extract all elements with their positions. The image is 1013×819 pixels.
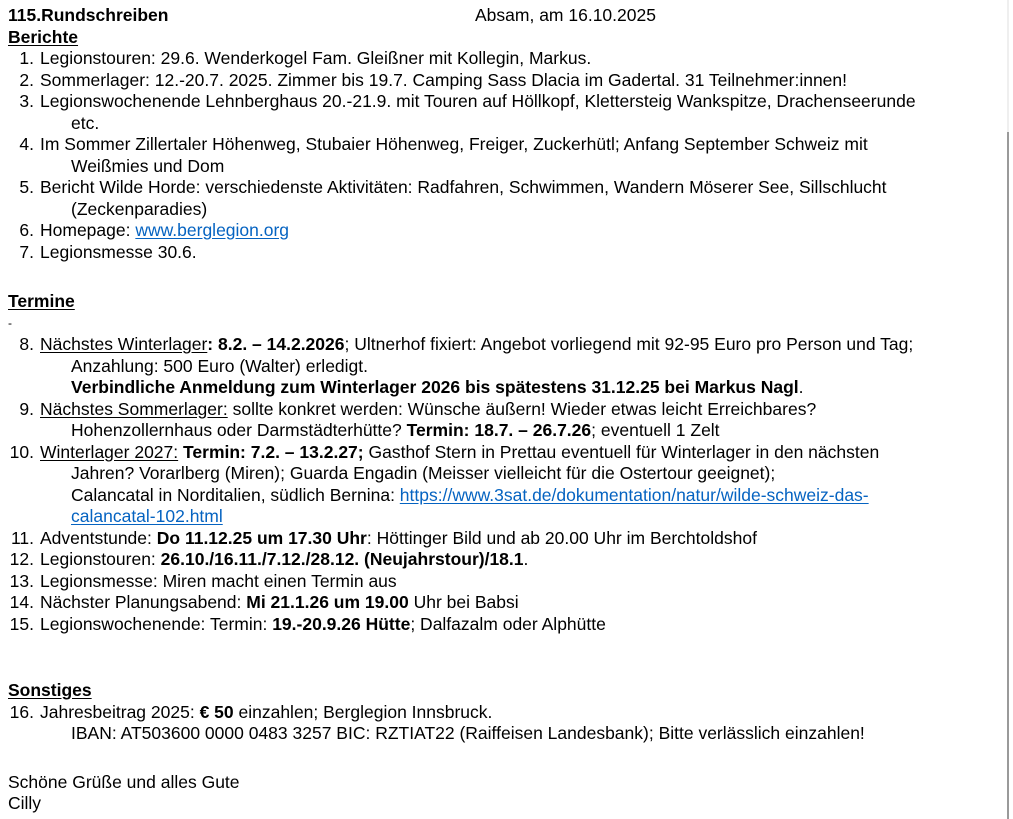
item-line [40,242,1013,264]
item-line [40,528,1013,550]
text-run: : 8.2. – 14.2.2026 [207,334,345,354]
item-content [40,702,1013,745]
item-line [40,91,1013,113]
item-content [40,592,1013,614]
text-run: Legionsmesse 30.6. [40,241,197,262]
text-run: Jahren? Vorarlberg (Miren); Guarda Engadin (Meisser vielleicht für die Ostertour geeignet); [71,463,776,483]
item-content [40,528,1013,550]
item-line [40,442,1013,464]
text-run: Hohenzollernhaus oder Darmstädterhütte? [71,420,407,440]
document-sections [8,27,1013,745]
text-run: 19.-20.9.26 Hütte [272,613,411,634]
list-item-16 [8,702,1013,745]
text-run: Im Sommer Zillertaler Höhenweg, Stubaier Höhenweg, Freiger, Zuckerhütl; Anfang September Schweiz mit [40,134,868,154]
text-run: Uhr bei Babsi [408,592,519,612]
hyperlink[interactable]: calancatal-102.html [71,506,223,526]
list-item-5 [8,177,1013,220]
document-header [8,5,1013,27]
item-line [40,48,1013,70]
section-heading: Berichte [8,26,79,47]
text-run: Legionswochenende: Termin: [40,613,273,634]
item-line [40,592,1013,614]
item-content [40,442,1013,528]
text-run: Homepage: [40,220,136,240]
text-run: etc. [71,112,100,133]
text-run: Nächstes Winterlager [40,334,208,354]
text-run: Termin: 7.2. – 13.2.27; [183,441,364,462]
item-line [40,156,1013,178]
closing-block [8,772,1013,815]
text-run: 26.10./16.11./7.12./28.12. (Neujahrstour)/18.1 [160,549,524,569]
text-run: Sommerlager: 12.-20.7. 2025. Zimmer bis 19.7. Camping Sass Dlacia im Gadertal. 31 Teilnehmer:innen! [40,69,847,90]
closing-line: Cilly [8,793,42,813]
list-item-4 [8,134,1013,177]
text-run: sollte konkret werden: Wünsche äußern! Wieder etwas leicht Erreichbares? [227,398,817,419]
item-line [40,463,1013,485]
item-content [40,399,1013,442]
text-run: Verbindliche Anmeldung zum Winterlager 2026 bis spätestens 31.12.25 bei Markus Nagl [71,377,799,397]
item-number: 2. [19,69,34,90]
item-content [40,91,1013,134]
list-item-9 [8,399,1013,442]
list-item-10 [8,442,1013,528]
text-run: Gasthof Stern in Prettau eventuell für Winterlager in den nächsten [363,441,880,462]
text-run: Termin: 18.7. – 26.7.26 [406,420,592,440]
item-number: 11. [10,527,34,548]
item-line [40,70,1013,92]
item-line [40,199,1013,221]
item-line [40,334,1013,356]
item-number: 8. [19,334,34,354]
list-item-11 [8,528,1013,550]
text-run: Mi 21.1.26 um 19.00 [246,592,409,612]
item-content [40,549,1013,571]
text-run: ; Ultnerhof fixiert: Angebot vorliegend mit 92-95 Euro pro Person und Tag; [344,334,914,354]
item-line [40,571,1013,593]
text-run: IBAN: AT503600 0000 0483 3257 BIC: RZTIAT22 (Raiffeisen Landesbank); Bitte verlässlich einzahlen! [71,723,865,743]
item-number: 12. [9,549,34,569]
right-edge-line-top [1007,0,1009,132]
section-termine [8,291,1013,635]
item-number: 6. [19,220,34,240]
dash-line [8,313,1013,335]
list-item-14 [8,592,1013,614]
item-line [40,420,1013,442]
item-number: 15. [9,613,34,634]
item-number: 14. [9,592,34,612]
item-line [40,614,1013,636]
text-run: (Zeckenparadies) [71,198,208,219]
item-number: 4. [19,134,34,154]
list-item-1 [8,48,1013,70]
item-number: 10. [9,441,34,462]
section-heading: Termine [8,291,75,311]
text-run: : Höttinger Bild und ab 20.00 Uhr im Berchtoldshof [366,527,757,548]
text-run: . [798,377,804,397]
dash-mark: - [8,315,12,330]
item-content [40,48,1013,70]
item-line [40,134,1013,156]
item-line [40,377,1013,399]
text-run: . [523,549,529,569]
text-run: Anzahlung: 500 Euro (Walter) erledigt. [71,355,369,376]
text-run: Legionswochenende Lehnberghaus 20.-21.9. mit Touren auf Höllkopf, Klettersteig Wankspitze, Drachenseerunde [40,91,916,111]
text-run: Legionstouren: 29.6. Wenderkogel Fam. Gleißner mit Kollegin, Markus. [40,48,592,68]
item-number: 9. [19,398,34,419]
list-item-12 [8,549,1013,571]
text-run: Weißmies und Dom [71,155,225,176]
section-berichte [8,27,1013,264]
list-item-3 [8,91,1013,134]
item-line [40,113,1013,135]
item-line [40,506,1013,528]
item-line [40,485,1013,507]
item-number: 5. [19,177,34,197]
item-content [40,70,1013,92]
section-heading: Sonstiges [8,680,92,700]
document-title: 115.Rundschreiben [8,5,169,25]
list-item-15 [8,614,1013,636]
item-content [40,177,1013,220]
item-number: 3. [19,91,34,111]
item-line [40,177,1013,199]
text-run: Do 11.12.25 um 17.30 Uhr [156,527,367,548]
item-content [40,571,1013,593]
text-run: Calancatal in Norditalien, südlich Bernina: [71,484,400,505]
text-run: € 50 [199,701,234,722]
item-line [40,549,1013,571]
text-run: Nächster Planungsabend: [40,592,247,612]
item-line [40,702,1013,724]
item-content [40,334,1013,399]
right-edge-scrollbar-line [1007,132,1009,819]
text-run: ; eventuell 1 Zelt [591,420,720,440]
text-run: Adventstunde: [40,527,157,548]
text-run: Legionsmesse: Miren macht einen Termin aus [40,570,397,591]
item-number: 16. [9,701,34,722]
text-run: einzahlen; Berglegion Innsbruck. [233,701,493,722]
text-run: ; Dalfazalm oder Alphütte [410,613,606,634]
list-item-2 [8,70,1013,92]
list-item-13 [8,571,1013,593]
item-content [40,614,1013,636]
list-item-6 [8,220,1013,242]
item-content [40,134,1013,177]
text-run: Winterlager 2027: [40,441,179,462]
item-line [40,399,1013,421]
item-number: 7. [19,241,34,262]
text-run: Bericht Wilde Horde: verschiedenste Aktivitäten: Radfahren, Schwimmen, Wandern Möserer See, Sillschlucht [40,177,887,197]
hyperlink[interactable]: https://www.3sat.de/dokumentation/natur/wilde-schweiz-das- [399,484,869,505]
item-line [40,220,1013,242]
closing-line: Schöne Grüße und alles Gute [8,771,240,792]
text-run: Nächstes Sommerlager: [40,398,228,419]
list-item-7 [8,242,1013,264]
hyperlink[interactable]: www.berglegion.org [135,220,290,240]
list-item-8 [8,334,1013,399]
item-number: 13. [9,570,34,591]
item-number: 1. [19,48,34,68]
item-line [40,723,1013,745]
document-date: Absam, am 16.10.2025 [475,5,656,25]
text-run: Jahresbeitrag 2025: [40,701,200,722]
text-run: Legionstouren: [40,549,161,569]
item-line [40,356,1013,378]
item-content [40,242,1013,264]
item-content [40,220,1013,242]
section-sonstiges [8,680,1013,745]
